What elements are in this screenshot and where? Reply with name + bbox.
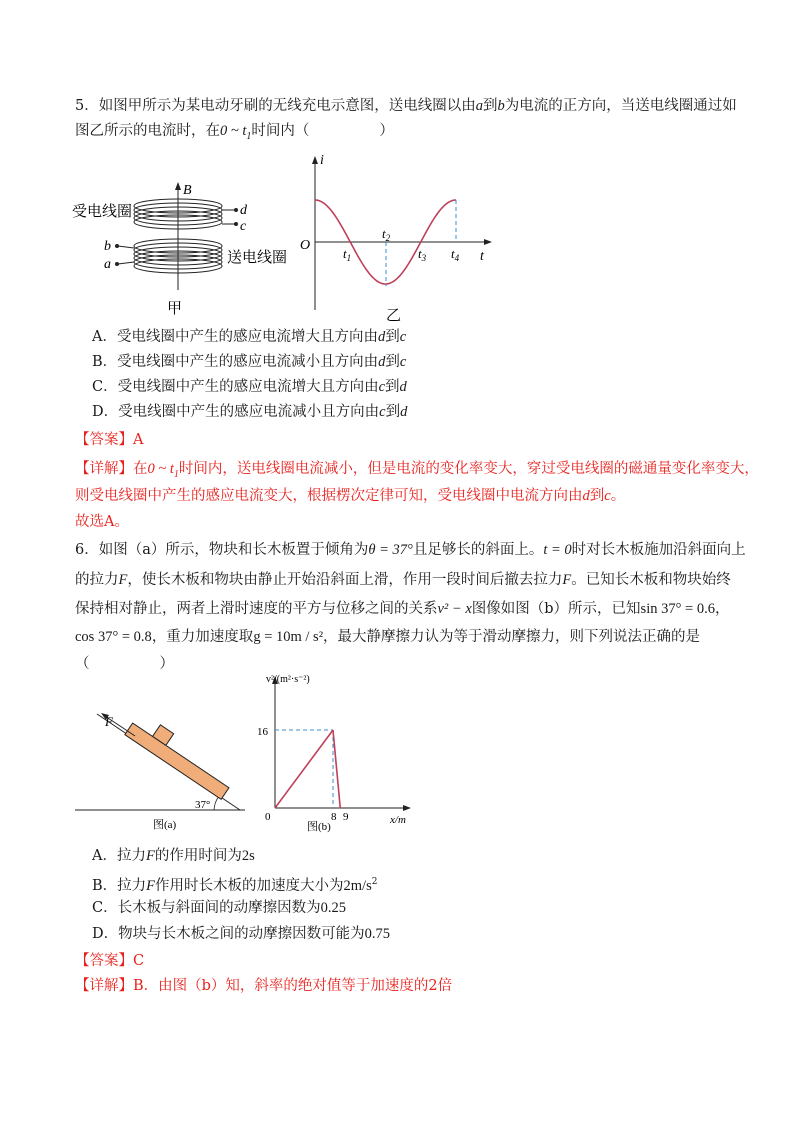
caption-a: 图(a) bbox=[153, 819, 177, 831]
var-a: a bbox=[475, 98, 483, 114]
label-receiving-coil: 受电线圈 bbox=[72, 202, 133, 220]
detail-time-range: 0 ~ $t_1$ bbox=[147, 461, 179, 480]
q6-option-a[interactable]: A．拉力F的作用时间为2s bbox=[92, 848, 255, 864]
x-axis-label: x/m bbox=[390, 814, 406, 826]
word-to: 到 bbox=[482, 98, 498, 114]
q6-option-c[interactable]: C．长木板与斜面间的动摩擦因数为0.25 bbox=[92, 900, 346, 916]
q5-option-d[interactable]: D．受电线圈中产生的感应电流减小且方向由c到d bbox=[92, 404, 408, 420]
y-axis-label: v²/(m²·s⁻²) bbox=[266, 674, 310, 685]
q6-stem-line4: cos 37° = 0.8，重力加速度取g = 10m / s²，最大静摩擦力认为等于滑动摩擦力，则下列说法正确的是 bbox=[75, 629, 701, 645]
close-paren: ） bbox=[379, 123, 394, 139]
angle-37: 37° bbox=[195, 799, 211, 811]
caption-b: 图(b) bbox=[307, 821, 331, 833]
q6-stem-line3: 保持相对静止，两者上滑时速度的平方与位移之间的关系v² − x图像如图（b）所示，已知sin 37° = 0.6， bbox=[75, 601, 730, 617]
tick-x-9: 9 bbox=[343, 811, 349, 823]
q6-stem-line2: 的拉力F，使长木板和物块由静止开始沿斜面上滑，作用一段时间后撤去拉力F。已知长木板和物块始终 bbox=[75, 572, 731, 588]
caption-jia: 甲 bbox=[167, 299, 183, 317]
series-segment-1 bbox=[333, 730, 340, 808]
label-B: B bbox=[183, 183, 192, 198]
figure-b-v2x-chart bbox=[245, 670, 415, 835]
origin-O: O bbox=[300, 238, 311, 253]
tick-t4: $t_4$ bbox=[451, 246, 460, 263]
q6-option-b[interactable]: B．拉力F作用时长木板的加速度大小为$2m/s^2$ bbox=[92, 877, 378, 894]
figure-jia-coils bbox=[70, 180, 300, 320]
q5-stem-text-3: 图乙所示的电流时，在 bbox=[75, 123, 220, 139]
caption-yi: 乙 bbox=[386, 306, 402, 324]
q5-option-a[interactable]: A．受电线圈中产生的感应电流增大且方向由d到c bbox=[92, 329, 407, 345]
q5-stem-text-4: 时间内（ bbox=[251, 123, 310, 139]
q5-option-b[interactable]: B．受电线圈中产生的感应电流减小且方向由d到c bbox=[92, 354, 407, 370]
long-board bbox=[125, 723, 229, 799]
series-segment-0 bbox=[275, 730, 333, 808]
q6-stem-line1: 6．如图（a）所示，物块和长木板置于倾角为θ = 37°且足够长的斜面上。t = 0时对长木板施加沿斜面向上 bbox=[75, 542, 746, 558]
tick-origin: 0 bbox=[265, 811, 271, 823]
label-sending-coil: 送电线圈 bbox=[227, 248, 288, 266]
tick-t3: $t_3$ bbox=[418, 246, 427, 263]
q5-stem-line2 bbox=[75, 121, 394, 147]
q5-detail-line2: 则受电线圈中产生的感应电流变大，根据楞次定律可知，受电线圈中电流方向由d到c。 bbox=[75, 488, 626, 504]
figure-yi-current-graph bbox=[290, 150, 500, 325]
tick-t2: $t_2$ bbox=[382, 226, 391, 243]
q5-choose: 故选A。 bbox=[75, 514, 129, 530]
label-a: a bbox=[104, 257, 111, 272]
label-b: b bbox=[104, 239, 111, 254]
q5-stem-line1 bbox=[75, 96, 737, 116]
force-F: F bbox=[105, 714, 113, 729]
q6-option-d[interactable]: D．物块与长木板之间的动摩擦因数可能为0.75 bbox=[92, 926, 390, 942]
tick-y-16: 16 bbox=[257, 726, 268, 738]
tick-t1: $t_1$ bbox=[343, 246, 352, 263]
q5-stem-text-2: 为电流的正方向，当送电线圈通过如 bbox=[504, 98, 737, 114]
q6-paren: （ ） bbox=[75, 656, 174, 672]
time-range: 0 ~ $t_1$ bbox=[220, 123, 252, 142]
q5-answer: 【答案】A bbox=[75, 432, 144, 448]
q5-option-c[interactable]: C．受电线圈中产生的感应电流增大且方向由c到d bbox=[92, 379, 407, 395]
axis-label-t: t bbox=[480, 249, 484, 264]
q5-detail-line1: 【详解】在0 ~ $t_1$时间内，送电线圈电流减小，但是电流的变化率变大，穿过受电线圈的磁通量变化率变大， bbox=[75, 461, 759, 480]
q6-detail: 【详解】B．由图（b）知，斜率的绝对值等于加速度的2倍 bbox=[75, 978, 453, 994]
q5-stem-text: 5．如图甲所示为某电动牙刷的无线充电示意图，送电线圈以由 bbox=[75, 98, 476, 114]
tick-x-8: 8 bbox=[331, 811, 337, 823]
var-b: b bbox=[497, 98, 505, 114]
figure-a-incline bbox=[75, 712, 250, 832]
q6-answer: 【答案】C bbox=[75, 953, 145, 969]
axis-label-i: i bbox=[320, 153, 324, 168]
label-c: c bbox=[240, 219, 247, 234]
label-d: d bbox=[240, 203, 247, 218]
